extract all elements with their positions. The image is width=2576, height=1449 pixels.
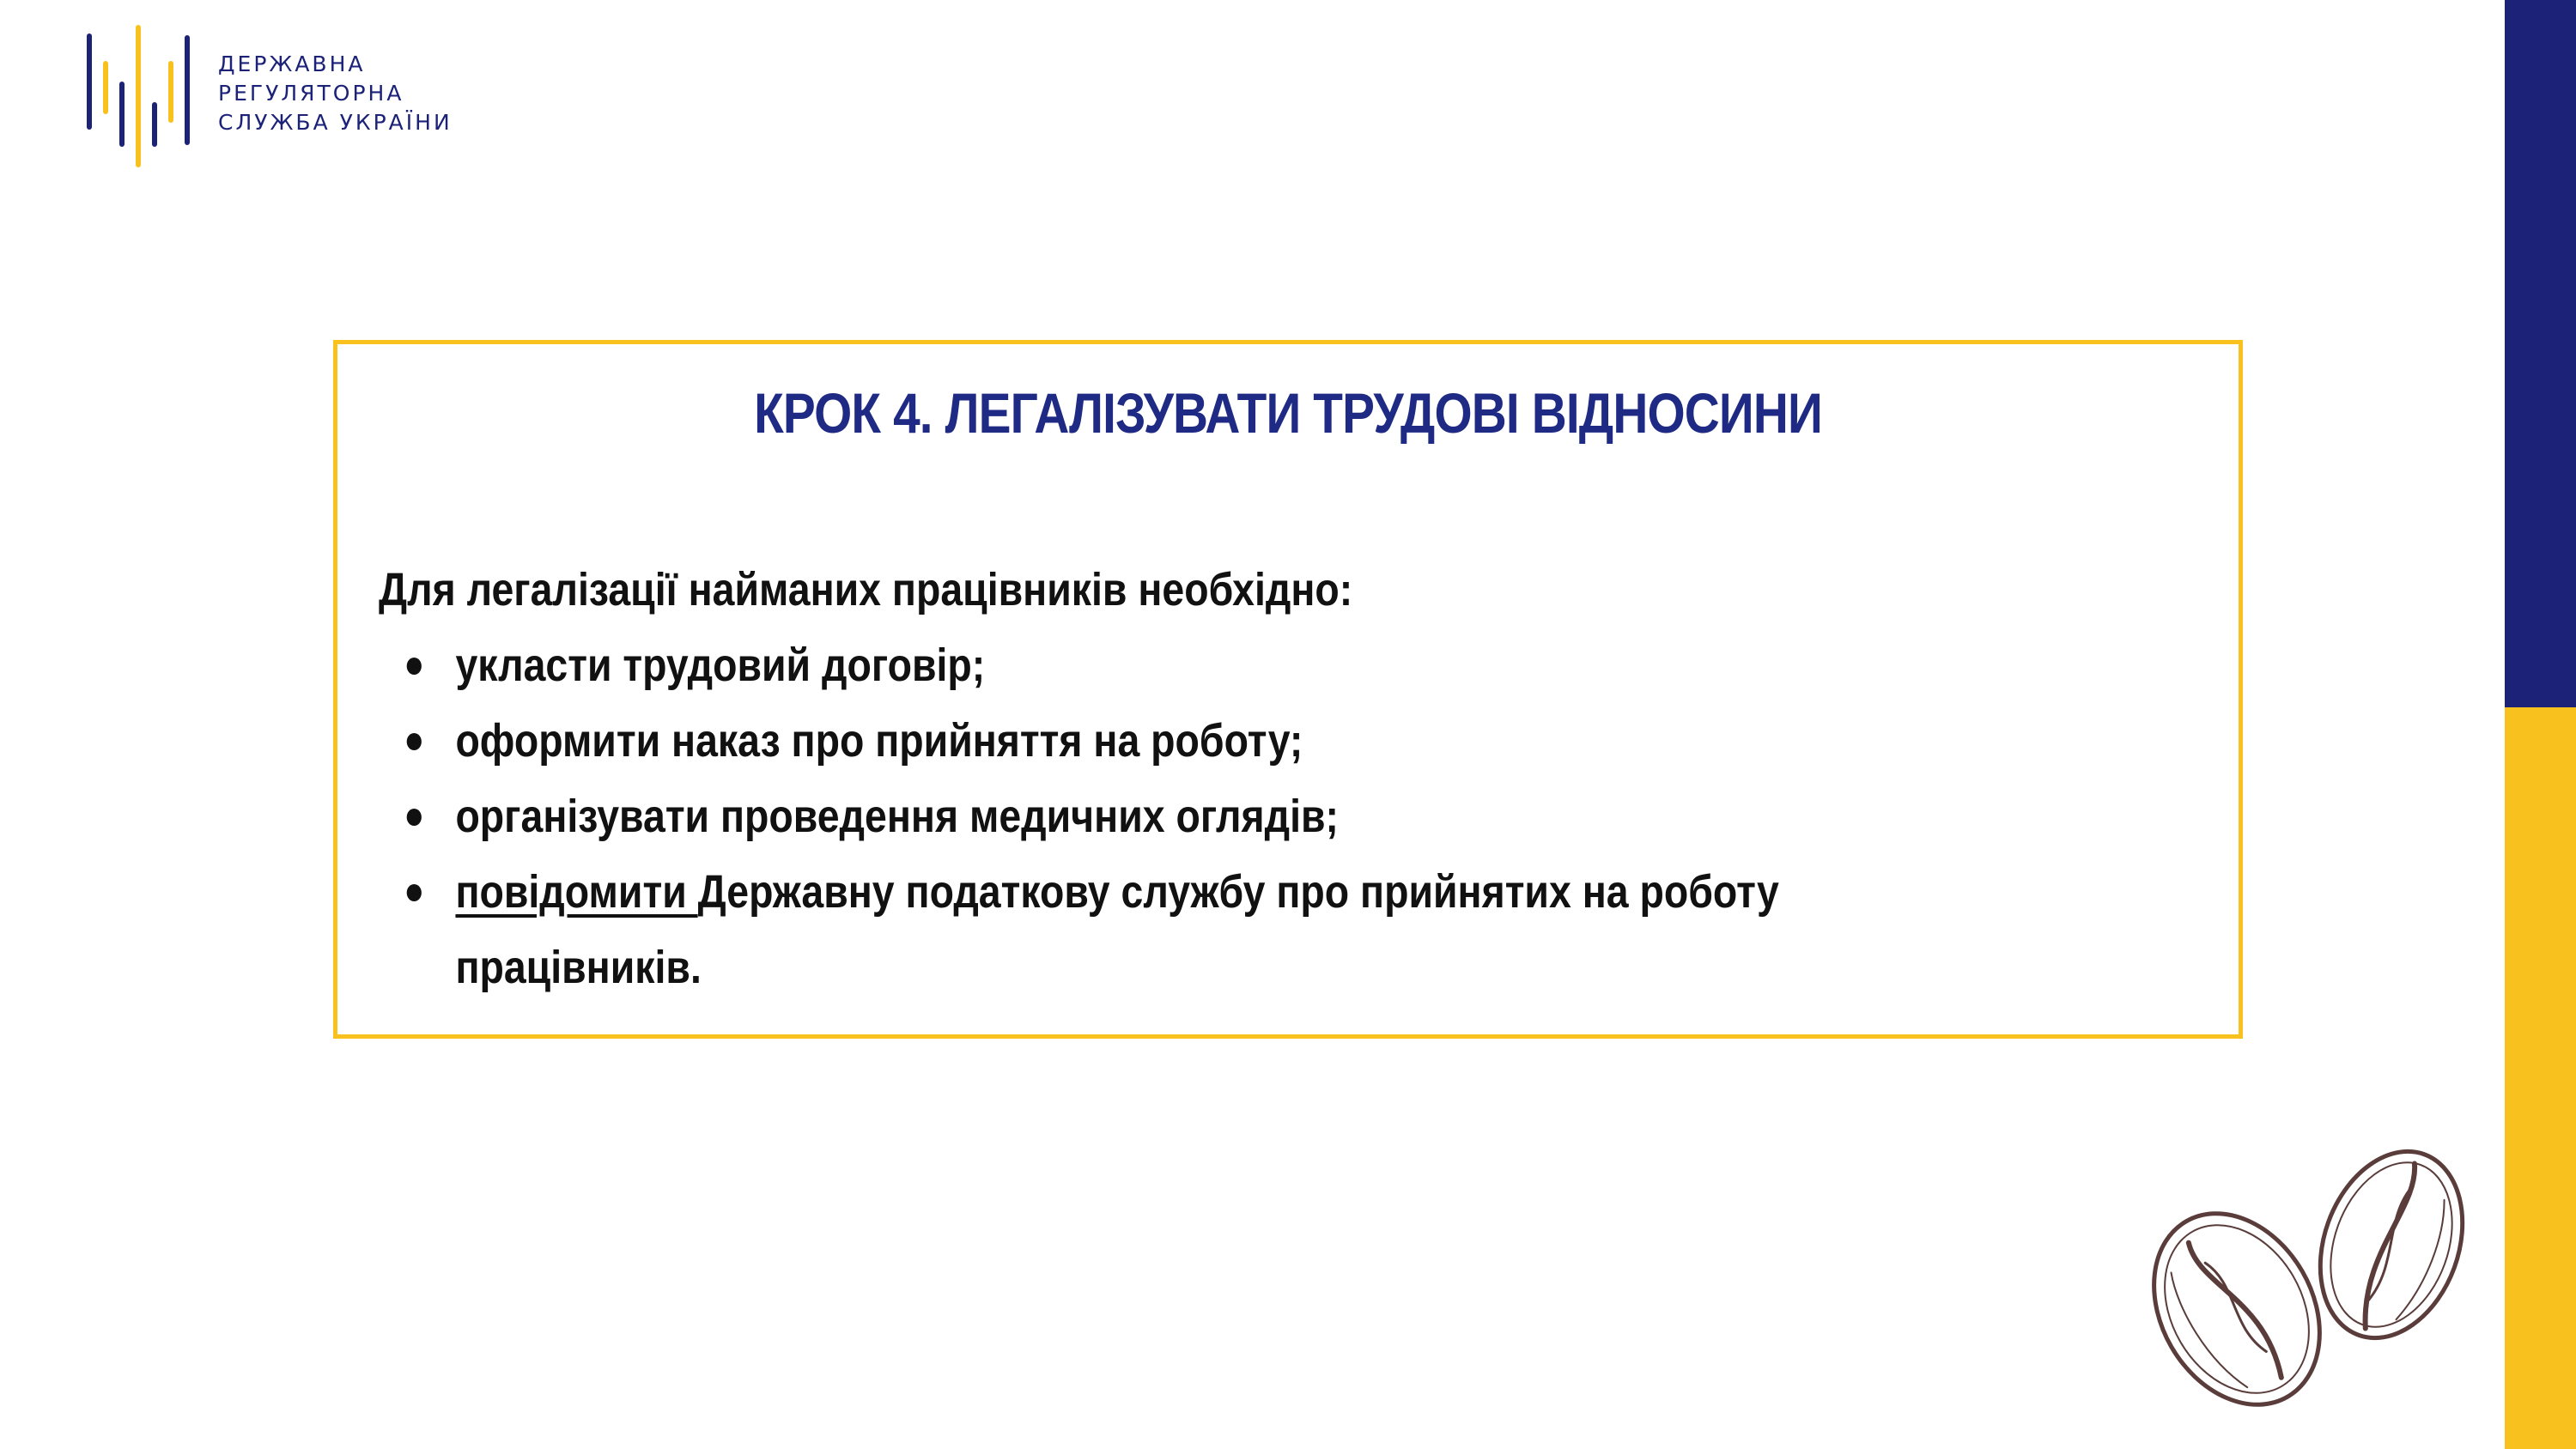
steps-list (379, 627, 1929, 1005)
logo-line-3: СЛУЖБА УКРАЇНИ (218, 110, 453, 135)
step-box (333, 340, 2243, 1039)
list-item (379, 854, 1929, 1005)
bullet-icon (407, 733, 422, 750)
list-item-text: організувати проведення медичних оглядів; (455, 791, 1340, 842)
side-band-blue (2505, 0, 2576, 707)
list-item-text: оформити наказ про прийняття на роботу; (455, 715, 1303, 767)
bullet-icon (407, 809, 422, 826)
side-band-yellow (2505, 707, 2576, 1449)
list-item-continuation: працівників. (455, 942, 702, 993)
logo-line-2: РЕГУЛЯТОРНА (218, 81, 404, 106)
list-item-text: Державну податкову службу про прийнятих на роботу (697, 866, 1779, 918)
list-item (379, 779, 1929, 854)
list-item-text: укласти трудовий договір; (455, 640, 986, 691)
bullet-icon (407, 658, 422, 675)
notify-link[interactable]: повідомити (455, 866, 698, 918)
bullet-icon (407, 884, 422, 901)
intro-text: Для легалізації найманих працівників необхідно: (379, 564, 1353, 615)
coffee-beans-icon (2147, 1142, 2473, 1425)
logo (82, 19, 495, 173)
logo-text (218, 50, 453, 137)
slide-content (379, 552, 1929, 1005)
slide-title: КРОК 4. ЛЕГАЛІЗУВАТИ ТРУДОВІ ВІДНОСИНИ (754, 381, 1822, 445)
list-item (379, 627, 1929, 703)
logo-line-1: ДЕРЖАВНА (218, 52, 366, 76)
list-item (379, 703, 1929, 779)
logo-icon (82, 19, 194, 173)
